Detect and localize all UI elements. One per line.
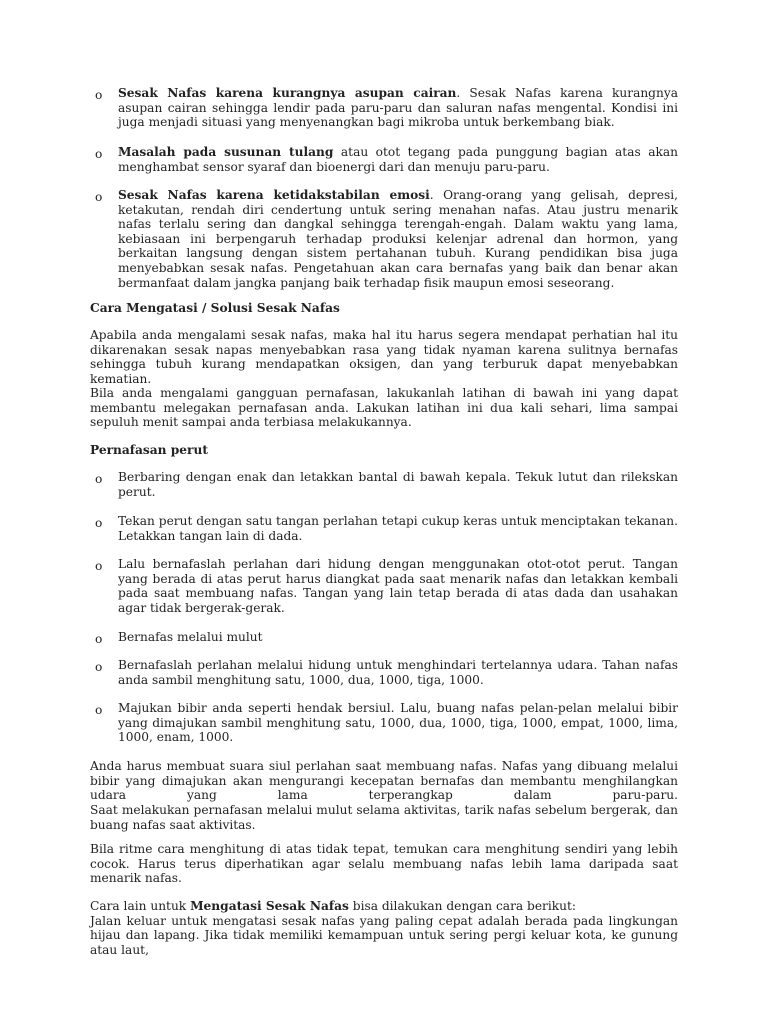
bullet-marker: o: [95, 516, 103, 530]
cause-text: . Sesak Nafas karena kurangnya asupan cairan sehingga lendir pada paru-paru dan saluran nafas mengental. Kondisi ini juga menjadi situasi yang menyenangkan bagi mikroba untuk berkembang biak.: [118, 86, 678, 130]
heading-belly-breathing: Pernafasan perut: [90, 443, 208, 457]
cause-text: atau otot tegang pada punggung bagian atas akan menghambat sensor syaraf dan bioenergi dari dan menuju paru-paru.: [118, 145, 678, 174]
paragraph-rhythm: Bila ritme cara menghitung di atas tidak tepat, temukan cara menghitung sendiri yang lebih cocok. Harus terus diperhatikan agar selalu membuang nafas lebih lama daripada saat menarik nafas.: [90, 842, 678, 886]
bullet-marker: o: [95, 703, 103, 717]
cause-item-bones: [118, 145, 678, 174]
paragraph-other-way: [90, 899, 678, 957]
bullet-marker: o: [95, 632, 103, 646]
cause-lead: Sesak Nafas karena ketidakstabilan emosi: [118, 188, 430, 202]
step-item: Majukan bibir anda seperti hendak bersiul. Lalu, buang nafas pelan-pelan melalui bibir yang dimajukan sambil menghitung satu, 1000, dua, 1000, tiga, 1000, empat, 1000, lima, 1000, enam, 1000.: [118, 701, 678, 745]
cause-item-fluid: [118, 86, 678, 130]
bullet-marker: o: [95, 88, 103, 102]
other-prefix: Cara lain untuk: [90, 899, 191, 913]
bullet-marker: o: [95, 147, 103, 161]
paragraph-whistle-activity: Saat melakukan pernafasan melalui mulut selama aktivitas, tarik nafas sebelum bergerak, dan buang nafas saat aktivitas.: [90, 803, 678, 832]
cause-item-emotion: [118, 188, 678, 290]
step-item: Berbaring dengan enak dan letakkan bantal di bawah kepala. Tekuk lutut dan rilekskan perut.: [118, 470, 678, 499]
paragraph-whistle: Anda harus membuat suara siul perlahan saat membuang nafas. Nafas yang dibuang melalui bibir yang dimajukan akan mengurangi kecepatan bernafas dan membantu menghilangkan udara yang lama terperangkap dalam paru-paru.: [90, 759, 678, 803]
step-item: Lalu bernafaslah perlahan dari hidung dengan menggunakan otot-otot perut. Tangan yang berada di atas perut harus diangkat pada saat menarik nafas dan letakkan kembali pada saat membuang nafas. Tangan yang lain tetap berada di atas dada dan usahakan agar tidak bergerak-gerak.: [118, 557, 678, 615]
step-item: Bernafaslah perlahan melalui hidung untuk menghindari tertelannya udara. Tahan nafas anda sambil menghitung satu, 1000, dua, 1000, tiga, 1000.: [118, 658, 678, 687]
paragraph-intro: Apabila anda mengalami sesak nafas, maka hal itu harus segera mendapat perhatian hal itu dikarenakan sesak napas menyebabkan rasa yang tidak nyaman karena sulitnya bernafas sehingga tubuh kurang mendapatkan oksigen, dan yang terburuk dapat menyebabkan kematian.: [90, 328, 678, 386]
bullet-marker: o: [95, 190, 103, 204]
other-body: Jalan keluar untuk mengatasi sesak nafas yang paling cepat adalah berada pada lingkungan hijau dan lapang. Jika tidak memiliki kemampuan untuk sering pergi keluar kota, ke gunung atau laut,: [90, 913, 678, 957]
bullet-marker: o: [95, 559, 103, 573]
heading-solution: Cara Mengatasi / Solusi Sesak Nafas: [90, 301, 340, 315]
cause-text: . Orang-orang yang gelisah, depresi, ketakutan, rendah diri cendertung untuk sering menahan nafas. Atau justru menarik nafas terlalu sering dan dangkal sehingga terengah-engah. Dalam waktu yang lama, kebiasaan ini berpengaruh terhadap produksi kelenjar adrenal dan hormon, yang berkaitan langsung dengan sistem pertahanan tubuh. Kurang pendidikan bisa juga menyebabkan sesak nafas. Pengetahuan akan cara bernafas yang baik dan benar akan bermanfaat dalam jangka panjang baik terhadap fisik maupun emosi seseorang.: [118, 188, 679, 290]
cause-lead: Sesak Nafas karena kurangnya asupan cairan: [118, 86, 457, 100]
step-item: Bernafas melalui mulut: [118, 630, 263, 644]
paragraph-exercise: Bila anda mengalami gangguan pernafasan, lakukanlah latihan di bawah ini yang dapat membantu melegakan pernafasan anda. Lakukan latihan ini dua kali sehari, lima sampai sepuluh menit sampai anda terbiasa melakukannya.: [90, 386, 678, 430]
bullet-marker: o: [95, 472, 103, 486]
other-suffix: bisa dilakukan dengan cara berikut:: [348, 899, 577, 913]
bullet-marker: o: [95, 660, 103, 674]
other-bold-term: Mengatasi Sesak Nafas: [190, 899, 349, 913]
cause-lead: Masalah pada susunan tulang: [118, 145, 334, 159]
step-item: Tekan perut dengan satu tangan perlahan tetapi cukup keras untuk menciptakan tekanan. Letakkan tangan lain di dada.: [118, 514, 678, 543]
